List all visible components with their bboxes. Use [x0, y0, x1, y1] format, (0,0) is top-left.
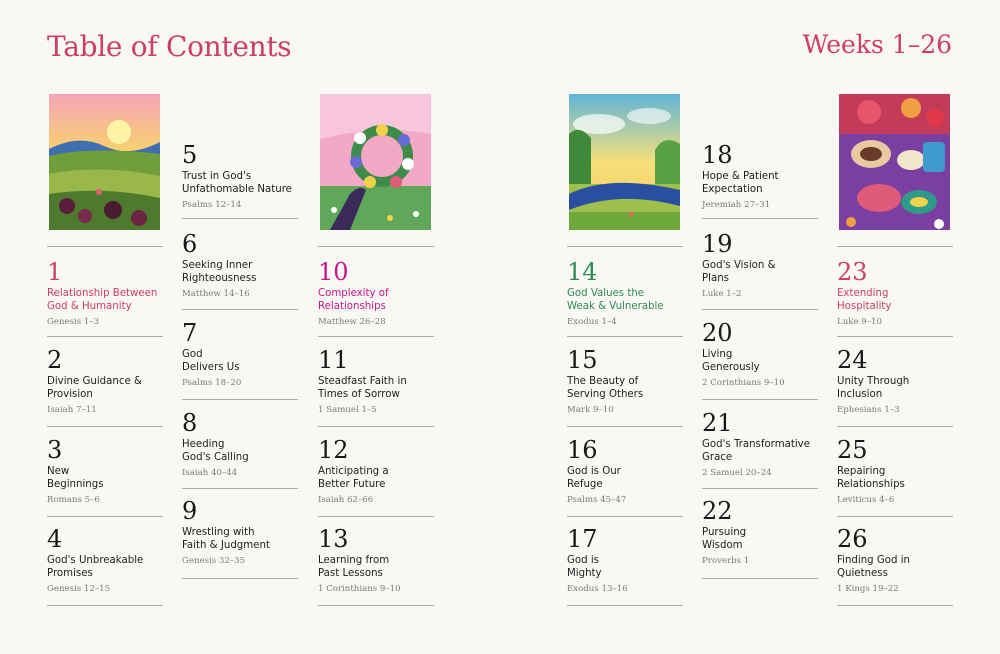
- week-number: 14: [567, 258, 598, 286]
- scripture-reference: Leviticus 4–6: [837, 495, 895, 505]
- scripture-reference: Mark 9–10: [567, 405, 614, 415]
- divider: [837, 605, 953, 606]
- scripture-reference: 1 Kings 19–22: [837, 584, 899, 594]
- toc-entry-week-17[interactable]: [567, 525, 683, 595]
- toc-column-4: [567, 0, 683, 654]
- divider: [318, 426, 434, 427]
- week-number: 18: [702, 141, 733, 169]
- scripture-reference: 2 Samuel 20–24: [702, 468, 772, 478]
- week-title: Learning from Past Lessons: [318, 555, 390, 579]
- divider: [47, 246, 163, 247]
- toc-entry-week-14[interactable]: [567, 258, 683, 328]
- week-title: Extending Hospitality: [837, 288, 892, 312]
- toc-column-2: [182, 0, 298, 654]
- toc-entry-week-16[interactable]: [567, 436, 683, 506]
- week-number: 3: [47, 436, 63, 464]
- divider: [47, 426, 163, 427]
- week-number: 17: [567, 525, 598, 553]
- toc-column-3: [318, 0, 434, 654]
- week-number: 2: [47, 346, 63, 374]
- feast-table-painting: [839, 94, 950, 230]
- toc-entry-week-1[interactable]: [47, 258, 163, 328]
- toc-entry-week-11[interactable]: [318, 346, 434, 416]
- week-number: 12: [318, 436, 349, 464]
- week-number: 22: [702, 497, 733, 525]
- week-title: Anticipating a Better Future: [318, 466, 389, 490]
- scripture-reference: Jeremiah 27–31: [702, 200, 771, 210]
- week-number: 24: [837, 346, 868, 374]
- toc-entry-week-6[interactable]: [182, 230, 298, 300]
- week-title: New Beginnings: [47, 466, 104, 490]
- week-title: God is Our Refuge: [567, 466, 621, 490]
- week-number: 5: [182, 141, 198, 169]
- toc-column-5: [702, 0, 818, 654]
- divider: [567, 605, 683, 606]
- toc-entry-week-12[interactable]: [318, 436, 434, 506]
- toc-entry-week-20[interactable]: [702, 319, 818, 389]
- divider: [702, 578, 818, 579]
- weeks-range-title: Weeks 1–26: [802, 30, 952, 59]
- toc-entry-week-18[interactable]: [702, 141, 818, 211]
- divider: [702, 399, 818, 400]
- divider: [318, 605, 434, 606]
- week-number: 8: [182, 409, 198, 437]
- scripture-reference: Luke 9–10: [837, 317, 882, 327]
- divider: [182, 488, 298, 489]
- week-title: Relationship Between God & Humanity: [47, 288, 158, 312]
- scripture-reference: 1 Samuel 1–5: [318, 405, 377, 415]
- week-title: Hope & Patient Expectation: [702, 171, 779, 195]
- divider: [567, 336, 683, 337]
- week-number: 10: [318, 258, 349, 286]
- scripture-reference: Exodus 1–4: [567, 317, 617, 327]
- week-number: 9: [182, 497, 198, 525]
- week-number: 26: [837, 525, 868, 553]
- scripture-reference: Genesis 12–15: [47, 584, 111, 594]
- divider: [567, 516, 683, 517]
- toc-column-1: [47, 0, 163, 654]
- week-number: 20: [702, 319, 733, 347]
- week-title: Trust in God's Unfathomable Nature: [182, 171, 292, 195]
- divider: [318, 516, 434, 517]
- toc-entry-week-23[interactable]: [837, 258, 953, 328]
- scripture-reference: 2 Corinthians 9–10: [702, 378, 785, 388]
- week-title: God Values the Weak & Vulnerable: [567, 288, 664, 312]
- divider: [182, 218, 298, 219]
- toc-entry-week-24[interactable]: [837, 346, 953, 416]
- week-title: Seeking Inner Righteousness: [182, 260, 257, 284]
- toc-entry-week-4[interactable]: [47, 525, 163, 595]
- divider: [837, 246, 953, 247]
- week-title: God is Mighty: [567, 555, 602, 579]
- divider: [702, 218, 818, 219]
- week-title: Heeding God's Calling: [182, 439, 249, 463]
- week-number: 19: [702, 230, 733, 258]
- week-title: Pursuing Wisdom: [702, 527, 747, 551]
- divider: [837, 426, 953, 427]
- divider: [182, 309, 298, 310]
- divider: [702, 488, 818, 489]
- scripture-reference: Isaiah 40–44: [182, 468, 238, 478]
- divider: [318, 246, 434, 247]
- toc-entry-week-2[interactable]: [47, 346, 163, 416]
- week-number: 23: [837, 258, 868, 286]
- week-number: 13: [318, 525, 349, 553]
- week-title: God's Vision & Plans: [702, 260, 776, 284]
- scripture-reference: Genesis 32–35: [182, 556, 246, 566]
- week-title: Unity Through Inclusion: [837, 376, 910, 400]
- divider: [702, 309, 818, 310]
- toc-entry-week-5[interactable]: [182, 141, 298, 211]
- divider: [182, 578, 298, 579]
- week-number: 15: [567, 346, 598, 374]
- week-title: God's Transformative Grace: [702, 439, 810, 463]
- scripture-reference: Genesis 1–3: [47, 317, 100, 327]
- week-number: 16: [567, 436, 598, 464]
- scripture-reference: Luke 1–2: [702, 289, 742, 299]
- week-number: 1: [47, 258, 63, 286]
- week-title: The Beauty of Serving Others: [567, 376, 644, 400]
- week-title: God Delivers Us: [182, 349, 240, 373]
- toc-entry-week-22[interactable]: [702, 497, 818, 567]
- scripture-reference: Isaiah 62–66: [318, 495, 374, 505]
- scripture-reference: Romans 5–6: [47, 495, 100, 505]
- toc-entry-week-7[interactable]: [182, 319, 298, 389]
- week-title: Divine Guidance & Provision: [47, 376, 142, 400]
- week-number: 6: [182, 230, 198, 258]
- scripture-reference: Psalms 12–14: [182, 200, 242, 210]
- scripture-reference: 1 Corinthians 9–10: [318, 584, 401, 594]
- week-number: 4: [47, 525, 63, 553]
- week-title: Complexity of Relationships: [318, 288, 389, 312]
- week-number: 25: [837, 436, 868, 464]
- week-title: Finding God in Quietness: [837, 555, 910, 579]
- scripture-reference: Matthew 26–28: [318, 317, 386, 327]
- toc-entry-week-21[interactable]: [702, 409, 818, 479]
- scripture-reference: Isaiah 7–11: [47, 405, 97, 415]
- toc-entry-week-3[interactable]: [47, 436, 163, 506]
- toc-entry-week-25[interactable]: [837, 436, 953, 506]
- toc-entry-week-26[interactable]: [837, 525, 953, 595]
- scripture-reference: Psalms 18–20: [182, 378, 242, 388]
- week-title: Repairing Relationships: [837, 466, 905, 490]
- toc-entry-week-9[interactable]: [182, 497, 298, 567]
- toc-entry-week-15[interactable]: [567, 346, 683, 416]
- toc-entry-week-10[interactable]: [318, 258, 434, 328]
- scripture-reference: Proverbs 1: [702, 556, 750, 566]
- river-landscape-painting: [569, 94, 680, 230]
- divider: [47, 516, 163, 517]
- week-title: God's Unbreakable Promises: [47, 555, 144, 579]
- toc-entry-week-8[interactable]: [182, 409, 298, 479]
- divider: [47, 605, 163, 606]
- divider: [47, 336, 163, 337]
- scripture-reference: Ephesians 1–3: [837, 405, 900, 415]
- divider: [182, 399, 298, 400]
- divider: [837, 336, 953, 337]
- week-title: Steadfast Faith in Times of Sorrow: [318, 376, 407, 400]
- week-number: 21: [702, 409, 733, 437]
- week-title: Wrestling with Faith & Judgment: [182, 527, 270, 551]
- toc-column-6: [837, 0, 953, 654]
- scripture-reference: Matthew 14–16: [182, 289, 250, 299]
- page-title: Table of Contents: [47, 30, 292, 63]
- toc-entry-week-13[interactable]: [318, 525, 434, 595]
- flower-wreath-painting: [320, 94, 431, 230]
- divider: [318, 336, 434, 337]
- week-number: 11: [318, 346, 349, 374]
- sunset-meadow-painting: [49, 94, 160, 230]
- scripture-reference: Psalms 45–47: [567, 495, 627, 505]
- week-title: Living Generously: [702, 349, 760, 373]
- divider: [567, 246, 683, 247]
- divider: [837, 516, 953, 517]
- toc-entry-week-19[interactable]: [702, 230, 818, 300]
- divider: [567, 426, 683, 427]
- week-number: 7: [182, 319, 198, 347]
- scripture-reference: Exodus 13–16: [567, 584, 628, 594]
